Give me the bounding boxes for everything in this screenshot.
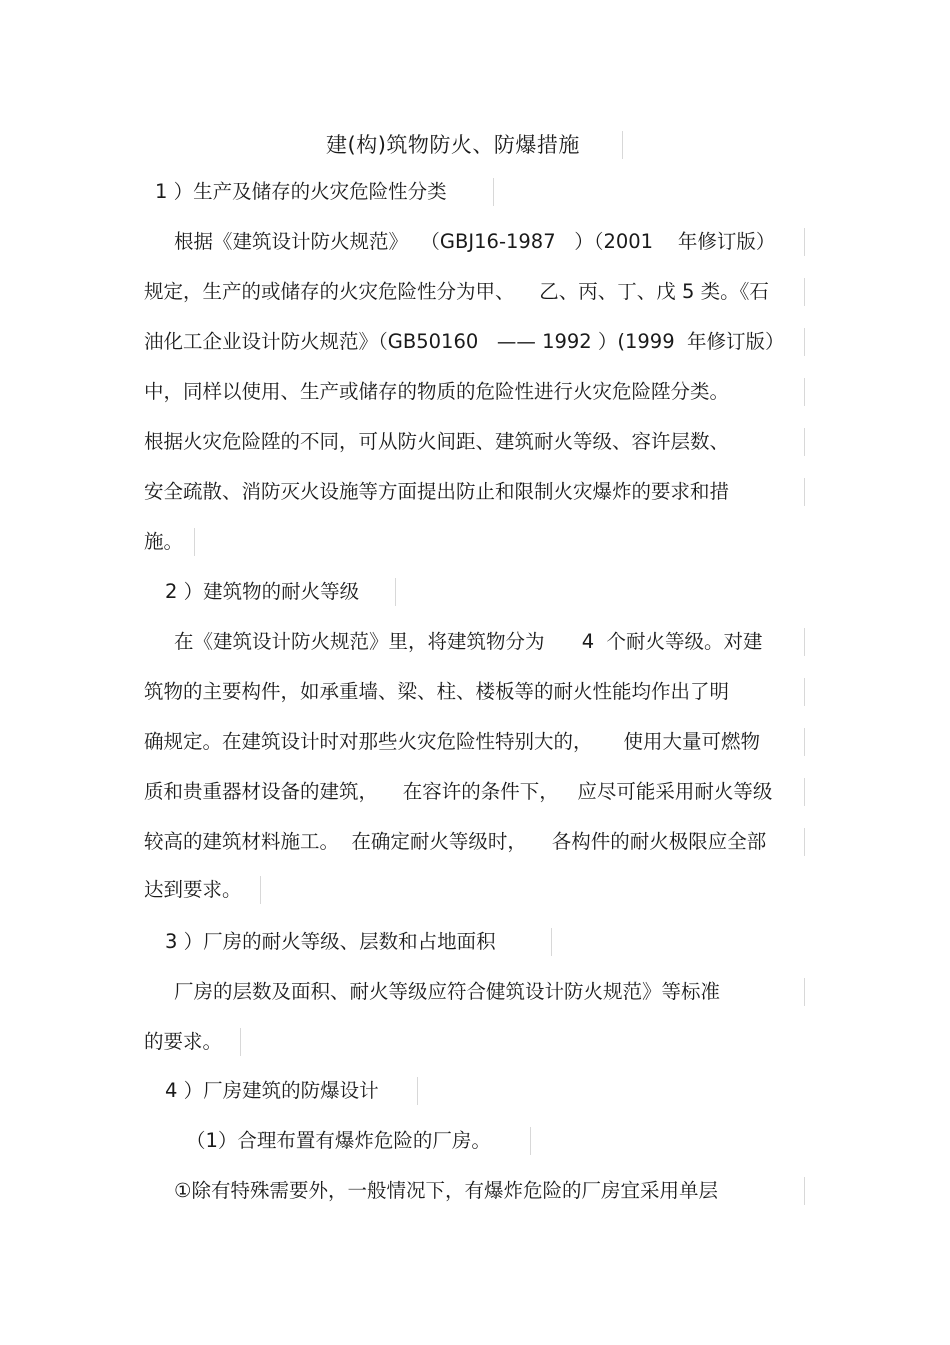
paragraph-line: 根据火灾危险陞的不同，可从防火间距、建筑耐火等级、容许层数、 [144, 428, 805, 456]
paragraph-line: 安全疏散、消防灭火设施等方面提出防止和限制火灾爆炸的要求和措 [144, 478, 805, 506]
paragraph-line: 的要求。 [144, 1028, 241, 1056]
paragraph-line: 质和贵重器材设备的建筑， 在容许的条件下， 应尽可能采用耐火等级 [144, 778, 805, 806]
paragraph-line: 筑物的主要构件，如承重墙、梁、柱、楼板等的耐火性能均作出了明 [144, 678, 805, 706]
section-heading-3: 3 ）厂房的耐火等级、层数和占地面积 [165, 928, 552, 956]
section-heading-1: 1 ）生产及储存的火灾危险性分类 [155, 178, 494, 206]
paragraph-line: 中，同样以使用、生产或储存的物质的危险性进行火灾危险陞分类。 [144, 378, 805, 406]
paragraph-line: 规定，生产的或储存的火灾危险性分为甲、 乙、丙、丁、戊 5 类。《石 [144, 278, 805, 306]
section-heading-4: 4 ）厂房建筑的防爆设计 [165, 1077, 418, 1105]
paragraph-line: 施。 [144, 528, 195, 556]
paragraph-line: 较高的建筑材料施工。 在确定耐火等级时， 各构件的耐火极限应全部 [144, 828, 805, 856]
subsection-heading: （1）合理布置有爆炸危险的厂房。 [186, 1127, 531, 1155]
paragraph-line: 确规定。在建筑设计时对那些火灾危险性特别大的， 使用大量可燃物 [144, 728, 805, 756]
document-title: 建(构)筑物防火、防爆措施 [326, 131, 623, 159]
paragraph-line: 在《建筑设计防火规范》里，将建筑物分为 4 个耐火等级。对建 [174, 628, 805, 656]
section-heading-2: 2 ）建筑物的耐火等级 [165, 578, 396, 606]
paragraph-line: 油化工企业设计防火规范》（GB50160 —— 1992 ）(1999 年修订版） [144, 328, 805, 356]
paragraph-line: 厂房的层数及面积、耐火等级应符合健筑设计防火规范》等标准 [174, 978, 805, 1006]
paragraph-line: ①除有特殊需要外，一般情况下，有爆炸危险的厂房宜采用单层 [174, 1177, 805, 1205]
paragraph-line: 根据《建筑设计防火规范》 （GBJ16-1987 ）（2001 年修订版） [174, 228, 805, 256]
paragraph-line: 达到要求。 [144, 876, 261, 904]
